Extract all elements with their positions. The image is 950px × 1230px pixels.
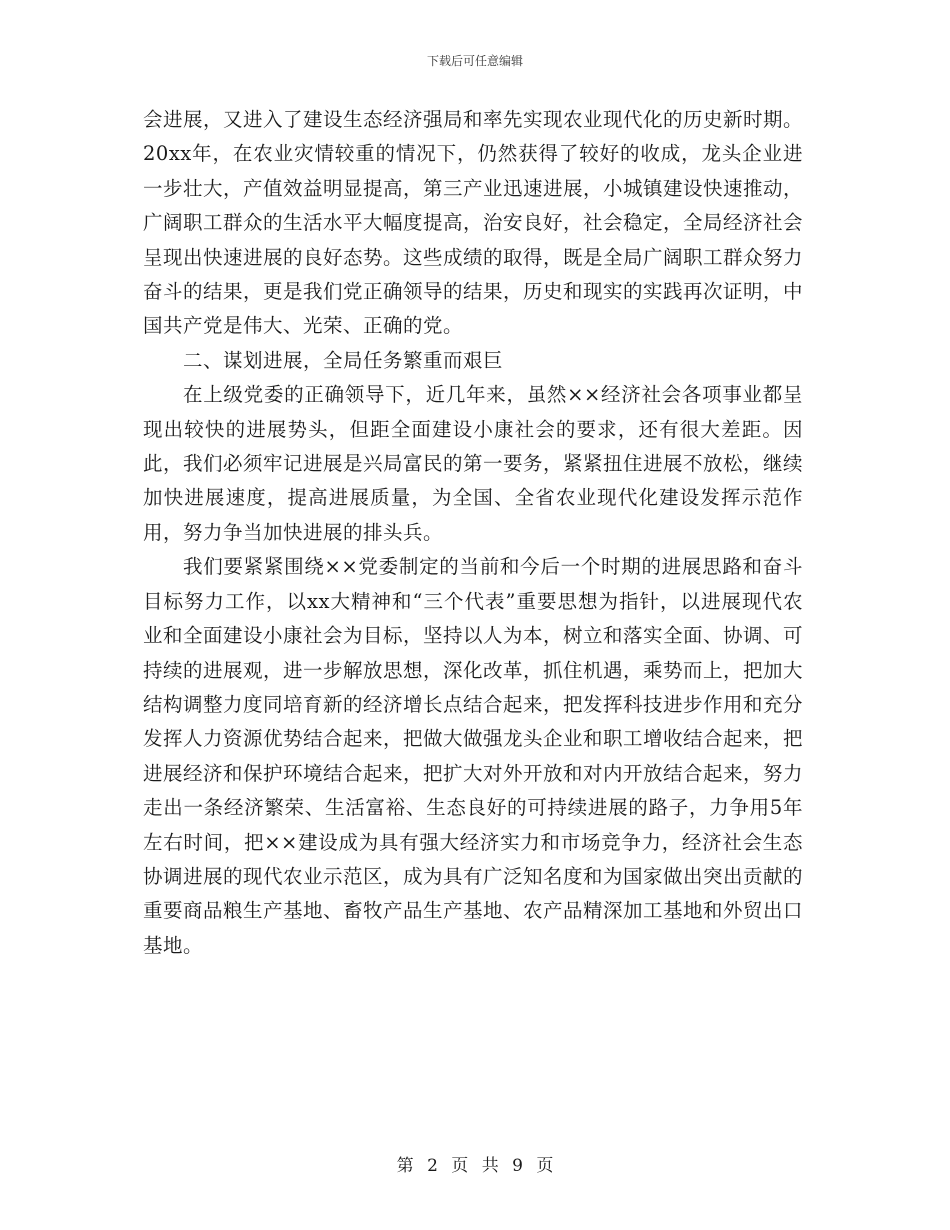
paragraph-continuation: 会进展，又进入了建设生态经济强局和率先实现农业现代化的历史新时期。20xx年，在农业灾情较重的情况下，仍然获得了较好的收成，龙头企业进一步壮大，产值效益明显提高，第三产业迅速进展，小城镇建设快速推动，广阔职工群众的生活水平大幅度提高，治安良好，社会稳定，全局经济社会呈现出快速进展的良好态势。这些成绩的取得，既是全局广阔职工群众努力奋斗的结果，更是我们党正确领导的结果，历史和现实的实践再次证明，中国共产党是伟大、光荣、正确的党。 — [143, 108, 804, 338]
section-heading: 二、谋划进展，全局任务繁重而艰巨 — [183, 348, 504, 372]
page-footer — [0, 1155, 950, 1177]
footer-word-gong: 共 — [481, 1156, 499, 1176]
page-header: 下载后可任意编辑 — [426, 54, 523, 68]
footer-word-di: 第 — [396, 1156, 414, 1176]
document-body — [143, 103, 803, 963]
footer-word-ye-2: 页 — [536, 1156, 554, 1176]
paragraph: 在上级党委的正确领导下，近几年来，虽然××经济社会各项事业都呈现出较快的进展势头，但距全面建设小康社会的要求，还有很大差距。因此，我们必须牢记进展是兴局富民的第一要务，紧紧扭住进展不放松，继续加快进展速度，提高进展质量，为全国、全省农业现代化建设发挥示范作用，努力争当加快进展的排头兵。 — [143, 383, 804, 544]
footer-word-ye: 页 — [451, 1156, 469, 1176]
current-page-number: 2 — [427, 1156, 438, 1176]
paragraph: 我们要紧紧围绕××党委制定的当前和今后一个时期的进展思路和奋斗目标努力工作，以xx大精神和“三个代表”重要思想为指针，以进展现代农业和全面建设小康社会为目标，坚持以人为本，树立和落实全面、协调、可持续的进展观，进一步解放思想，深化改革，抓住机遇，乘势而上，把加大结构调整力度同培育新的经济增长点结合起来，把发挥科技进步作用和充分发挥人力资源优势结合起来，把做大做强龙头企业和职工增收结合起来，把进展经济和保护环境结合起来，把扩大对外开放和对内开放结合起来，努力走出一条经济繁荣、生活富裕、生态良好的可持续进展的路子，力争用5年左右时间，把××建设成为具有强大经济实力和市场竞争力，经济社会生态协调进展的现代农业示范区，成为具有广泛知名度和为国家做出突出贡献的重要商品粮生产基地、畜牧产品生产基地、农产品精深加工基地和外贸出口基地。 — [143, 555, 804, 957]
total-pages-number: 9 — [512, 1156, 523, 1176]
